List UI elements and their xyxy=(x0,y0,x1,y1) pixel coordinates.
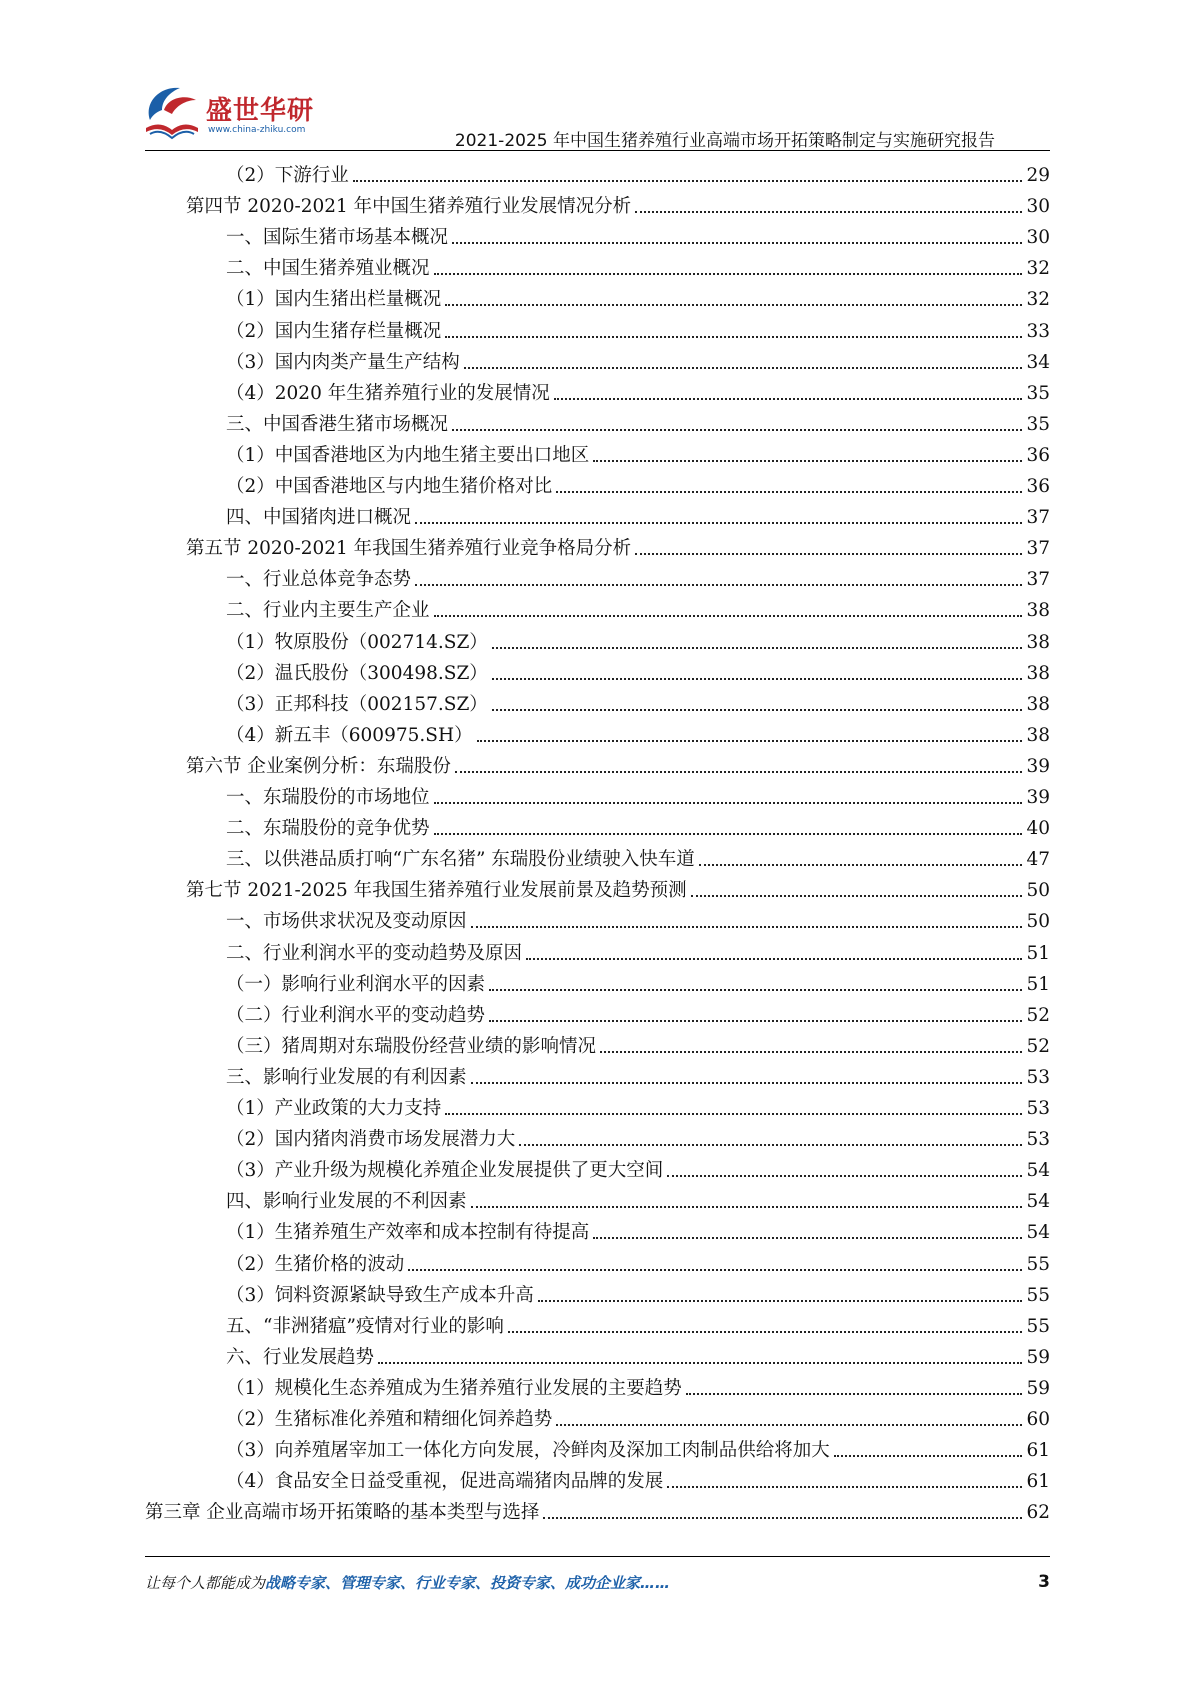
toc-entry-title: （2）生猪标准化养殖和精细化饲养趋势 xyxy=(226,1409,553,1430)
toc-dot-leader xyxy=(834,1454,1023,1457)
toc-entry-title: （2）国内猪肉消费市场发展潜力大 xyxy=(226,1129,516,1150)
toc-entry-page: 51 xyxy=(1026,974,1050,995)
toc-entry[interactable] xyxy=(226,253,1050,284)
toc-entry-title: 六、行业发展趋势 xyxy=(226,1347,375,1368)
toc-entry[interactable] xyxy=(226,906,1050,937)
toc-entry-title: 三、以供港品质打响“广东名猪” 东瑞股份业绩驶入快车道 xyxy=(226,849,695,870)
toc-entry-title: 一、国际生猪市场基本概况 xyxy=(226,227,449,248)
toc-entry-title: （3）饲料资源紧缺导致生产成本升高 xyxy=(226,1285,534,1306)
toc-dot-leader xyxy=(635,210,1022,213)
toc-entry[interactable] xyxy=(226,502,1050,533)
toc-entry-title: （1）生猪养殖生产效率和成本控制有待提高 xyxy=(226,1222,590,1243)
toc-dot-leader xyxy=(600,1050,1022,1053)
page-footer xyxy=(145,1572,1050,1600)
company-logo xyxy=(140,80,315,150)
toc-entry[interactable] xyxy=(226,658,1050,689)
toc-entry[interactable] xyxy=(226,1062,1050,1093)
toc-entry-title: 第七节 2021-2025 年我国生猪养殖行业发展前景及趋势预测 xyxy=(186,880,687,901)
toc-entry[interactable] xyxy=(226,938,1050,969)
logo-mark-icon xyxy=(140,80,204,144)
toc-entry-title: （1）规模化生态养殖成为生猪养殖行业发展的主要趋势 xyxy=(226,1378,682,1399)
toc-dot-leader xyxy=(556,490,1022,493)
toc-entry[interactable] xyxy=(226,316,1050,347)
toc-dot-leader xyxy=(593,1236,1022,1239)
toc-entry[interactable] xyxy=(226,595,1050,626)
toc-entry-page: 52 xyxy=(1026,1036,1050,1057)
toc-entry-page: 36 xyxy=(1026,445,1050,466)
toc-dot-leader xyxy=(353,179,1023,182)
toc-entry-page: 55 xyxy=(1026,1285,1050,1306)
toc-dot-leader xyxy=(378,1361,1022,1364)
toc-entry-title: 四、中国猪肉进口概况 xyxy=(226,507,412,528)
toc-entry[interactable] xyxy=(226,782,1050,813)
toc-entry[interactable] xyxy=(226,160,1050,191)
toc-dot-leader xyxy=(699,863,1023,866)
toc-dot-leader xyxy=(408,1268,1022,1271)
toc-entry-page: 34 xyxy=(1026,352,1050,373)
toc-entry-page: 30 xyxy=(1026,196,1050,217)
toc-entry-page: 51 xyxy=(1026,943,1050,964)
toc-entry-page: 29 xyxy=(1026,165,1050,186)
report-title: 2021-2025 年中国生猪养殖行业高端市场开拓策略制定与实施研究报告 xyxy=(454,131,995,151)
toc-entry-page: 50 xyxy=(1026,880,1050,901)
toc-entry-title: 第三章 企业高端市场开拓策略的基本类型与选择 xyxy=(145,1502,540,1523)
toc-dot-leader xyxy=(508,1330,1023,1333)
toc-dot-leader xyxy=(635,552,1022,555)
toc-entry-page: 38 xyxy=(1026,632,1050,653)
footer-slogan-lead: 让每个人都能成为 xyxy=(145,1574,266,1592)
toc-entry-title: （2）中国香港地区与内地生猪价格对比 xyxy=(226,476,553,497)
toc-entry-page: 40 xyxy=(1026,818,1050,839)
toc-entry-page: 61 xyxy=(1026,1440,1050,1461)
toc-dot-leader xyxy=(471,1205,1023,1208)
toc-entry[interactable] xyxy=(226,1093,1050,1124)
toc-entry-title: （三）猪周期对东瑞股份经营业绩的影响情况 xyxy=(226,1036,597,1057)
toc-entry[interactable] xyxy=(226,378,1050,409)
toc-entry-page: 39 xyxy=(1026,756,1050,777)
toc-dot-leader xyxy=(686,1392,1023,1395)
footer-slogan-highlight: 战略专家、管理专家、行业专家、投资专家、成功企业家…… xyxy=(265,1574,671,1592)
toc-entry-page: 50 xyxy=(1026,911,1050,932)
toc-entry[interactable] xyxy=(226,1249,1050,1280)
toc-entry[interactable] xyxy=(226,1031,1050,1062)
toc-entry[interactable] xyxy=(226,844,1050,875)
toc-dot-leader xyxy=(554,397,1023,400)
toc-entry-page: 35 xyxy=(1026,383,1050,404)
toc-entry[interactable] xyxy=(226,1311,1050,1342)
toc-dot-leader xyxy=(492,646,1023,649)
toc-entry[interactable] xyxy=(226,1435,1050,1466)
header-divider xyxy=(145,150,1050,151)
toc-entry-page: 37 xyxy=(1026,569,1050,590)
toc-dot-leader xyxy=(464,366,1023,369)
toc-entry-page: 30 xyxy=(1026,227,1050,248)
toc-dot-leader xyxy=(415,583,1022,586)
toc-entry-page: 38 xyxy=(1026,725,1050,746)
toc-entry-page: 37 xyxy=(1026,507,1050,528)
toc-entry-title: （4）2020 年生猪养殖行业的发展情况 xyxy=(226,383,550,404)
toc-entry-title: 一、市场供求状况及变动原因 xyxy=(226,911,467,932)
toc-dot-leader xyxy=(455,770,1023,773)
toc-entry-title: 三、影响行业发展的有利因素 xyxy=(226,1067,467,1088)
toc-dot-leader xyxy=(471,925,1023,928)
toc-entry[interactable] xyxy=(226,222,1050,253)
toc-entry-page: 53 xyxy=(1026,1129,1050,1150)
toc-entry-title: 五、“非洲猪瘟”疫情对行业的影响 xyxy=(226,1316,504,1337)
toc-dot-leader xyxy=(519,1143,1022,1146)
toc-entry-title: （1）国内生猪出栏量概况 xyxy=(226,289,442,310)
toc-dot-leader xyxy=(492,677,1023,680)
toc-entry[interactable] xyxy=(226,1000,1050,1031)
toc-entry-title: （2）国内生猪存栏量概况 xyxy=(226,321,442,342)
toc-entry-title: 第六节 企业案例分析：东瑞股份 xyxy=(186,756,451,777)
toc-dot-leader xyxy=(526,957,1022,960)
toc-entry-page: 61 xyxy=(1026,1471,1050,1492)
toc-entry-page: 59 xyxy=(1026,1347,1050,1368)
toc-entry-title: （2）温氏股份（300498.SZ） xyxy=(226,663,488,684)
toc-entry-page: 32 xyxy=(1026,258,1050,279)
toc-dot-leader xyxy=(415,521,1022,524)
toc-entry-page: 47 xyxy=(1026,849,1050,870)
toc-dot-leader xyxy=(489,1019,1022,1022)
toc-dot-leader xyxy=(452,428,1022,431)
toc-dot-leader xyxy=(492,708,1023,711)
toc-entry[interactable] xyxy=(226,627,1050,658)
toc-dot-leader xyxy=(477,739,1023,742)
toc-entry-title: （1）中国香港地区为内地生猪主要出口地区 xyxy=(226,445,590,466)
toc-entry-page: 37 xyxy=(1026,538,1050,559)
toc-entry-page: 52 xyxy=(1026,1005,1050,1026)
toc-entry-title: （1）牧原股份（002714.SZ） xyxy=(226,632,488,653)
toc-entry-title: 二、行业利润水平的变动趋势及原因 xyxy=(226,943,523,964)
toc-dot-leader xyxy=(445,1112,1022,1115)
page-number: 3 xyxy=(1038,1572,1050,1592)
toc-entry[interactable] xyxy=(226,284,1050,315)
toc-dot-leader xyxy=(471,1081,1023,1084)
toc-entry-page: 38 xyxy=(1026,694,1050,715)
toc-entry[interactable] xyxy=(145,1497,1050,1528)
toc-entry[interactable] xyxy=(226,440,1050,471)
toc-entry-title: 一、东瑞股份的市场地位 xyxy=(226,787,430,808)
toc-entry-title: （3）产业升级为规模化养殖企业发展提供了更大空间 xyxy=(226,1160,664,1181)
toc-entry[interactable] xyxy=(226,409,1050,440)
toc-entry-title: 二、中国生猪养殖业概况 xyxy=(226,258,430,279)
toc-entry[interactable] xyxy=(226,969,1050,1000)
toc-entry-title: （4）食品安全日益受重视，促进高端猪肉品牌的发展 xyxy=(226,1471,664,1492)
toc-entry-title: （一）影响行业利润水平的因素 xyxy=(226,974,486,995)
toc-dot-leader xyxy=(445,303,1022,306)
toc-entry-title: 四、影响行业发展的不利因素 xyxy=(226,1191,467,1212)
toc-entry-page: 55 xyxy=(1026,1316,1050,1337)
toc-entry[interactable] xyxy=(226,1373,1050,1404)
toc-entry[interactable] xyxy=(186,533,1050,564)
toc-entry-title: （3）正邦科技（002157.SZ） xyxy=(226,694,488,715)
toc-entry[interactable] xyxy=(226,689,1050,720)
toc-dot-leader xyxy=(445,335,1022,338)
footer-divider xyxy=(145,1556,1050,1557)
toc-dot-leader xyxy=(691,894,1023,897)
toc-entry-title: 三、中国香港生猪市场概况 xyxy=(226,414,449,435)
toc-dot-leader xyxy=(434,272,1023,275)
toc-entry-page: 35 xyxy=(1026,414,1050,435)
toc-entry-page: 62 xyxy=(1026,1502,1050,1523)
toc-entry-title: 二、东瑞股份的竞争优势 xyxy=(226,818,430,839)
toc-entry-title: 二、行业内主要生产企业 xyxy=(226,600,430,621)
toc-entry-title: 一、行业总体竞争态势 xyxy=(226,569,412,590)
toc-entry[interactable] xyxy=(226,471,1050,502)
toc-dot-leader xyxy=(434,801,1023,804)
toc-entry[interactable] xyxy=(226,1155,1050,1186)
toc-entry[interactable] xyxy=(226,720,1050,751)
toc-entry-title: （二）行业利润水平的变动趋势 xyxy=(226,1005,486,1026)
toc-entry[interactable] xyxy=(226,564,1050,595)
toc-entry[interactable] xyxy=(226,1404,1050,1435)
toc-entry-page: 54 xyxy=(1026,1191,1050,1212)
toc-entry-title: （3）向养殖屠宰加工一体化方向发展，冷鲜肉及深加工肉制品供给将加大 xyxy=(226,1440,830,1461)
toc-entry[interactable] xyxy=(226,813,1050,844)
toc-entry[interactable] xyxy=(186,191,1050,222)
toc-entry-title: （3）国内肉类产量生产结构 xyxy=(226,352,460,373)
toc-entry[interactable] xyxy=(226,1124,1050,1155)
toc-dot-leader xyxy=(667,1485,1022,1488)
logo-url: www.china-zhiku.com xyxy=(208,125,306,135)
toc-entry-title: （1）产业政策的大力支持 xyxy=(226,1098,442,1119)
toc-entry[interactable] xyxy=(226,347,1050,378)
toc-entry-page: 53 xyxy=(1026,1067,1050,1088)
toc-entry[interactable] xyxy=(226,1280,1050,1311)
logo-name: 盛世华研 xyxy=(206,96,315,126)
toc-entry[interactable] xyxy=(226,1466,1050,1497)
toc-entry-page: 54 xyxy=(1026,1222,1050,1243)
toc-dot-leader xyxy=(489,988,1022,991)
toc-entry-page: 33 xyxy=(1026,321,1050,342)
toc-entry-title: 第四节 2020-2021 年中国生猪养殖行业发展情况分析 xyxy=(186,196,632,217)
toc-entry[interactable] xyxy=(186,751,1050,782)
toc-entry-page: 60 xyxy=(1026,1409,1050,1430)
toc-dot-leader xyxy=(667,1174,1022,1177)
toc-entry[interactable] xyxy=(226,1186,1050,1217)
toc-dot-leader xyxy=(593,459,1022,462)
toc-entry[interactable] xyxy=(226,1342,1050,1373)
toc-entry-page: 38 xyxy=(1026,600,1050,621)
toc-dot-leader xyxy=(434,614,1023,617)
page-header xyxy=(0,0,1191,150)
toc-entry-title: （2）生猪价格的波动 xyxy=(226,1254,405,1275)
toc-dot-leader xyxy=(452,241,1022,244)
toc-dot-leader xyxy=(434,832,1023,835)
toc-entry[interactable] xyxy=(226,1217,1050,1248)
toc-entry-page: 59 xyxy=(1026,1378,1050,1399)
toc-entry-title: （4）新五丰（600975.SH） xyxy=(226,725,473,746)
toc-dot-leader xyxy=(556,1423,1022,1426)
toc-entry-page: 53 xyxy=(1026,1098,1050,1119)
toc-dot-leader xyxy=(538,1299,1023,1302)
toc-entry-page: 36 xyxy=(1026,476,1050,497)
toc-entry-title: （2）下游行业 xyxy=(226,165,349,186)
toc-dot-leader xyxy=(543,1516,1022,1519)
toc-entry-page: 54 xyxy=(1026,1160,1050,1181)
toc-entry-page: 55 xyxy=(1026,1254,1050,1275)
toc-entry-title: 第五节 2020-2021 年我国生猪养殖行业竞争格局分析 xyxy=(186,538,632,559)
toc-entry-page: 39 xyxy=(1026,787,1050,808)
toc-entry-page: 32 xyxy=(1026,289,1050,310)
toc-entry-page: 38 xyxy=(1026,663,1050,684)
toc-entry[interactable] xyxy=(186,875,1050,906)
